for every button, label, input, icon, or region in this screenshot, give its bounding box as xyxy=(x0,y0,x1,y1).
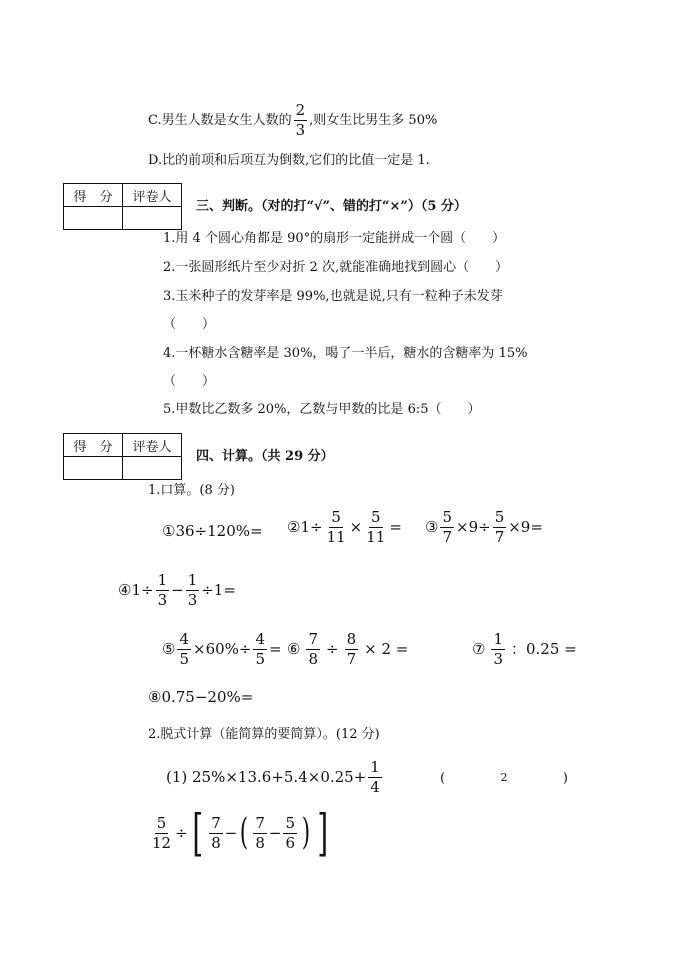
fraction: $\frac{5}{7}$ xyxy=(494,508,505,546)
score-cell[interactable] xyxy=(64,457,123,480)
fraction: $\frac{7}{8}$ xyxy=(308,630,318,668)
judge-item-4-paren: （ ） xyxy=(163,374,216,389)
calc-q1: ①36÷120%= xyxy=(162,522,263,540)
grader-cell[interactable] xyxy=(123,457,182,480)
calc-q8: ⑧0.75−20%= xyxy=(148,688,254,706)
option-c-suffix: ,则女生比男生多 50% xyxy=(309,113,438,128)
calc-q7: ⑦ $\frac{1}{3}$ ：0.25 = xyxy=(472,630,577,668)
calc-q6: ⑥ $\frac{7}{8}$ ÷ $\frac{8}{7}$ × 2 = xyxy=(287,630,409,668)
fraction: $\frac{4}{5}$ xyxy=(179,630,189,668)
fraction: $\frac{8}{7}$ xyxy=(346,630,357,668)
fraction: $\frac{4}{5}$ xyxy=(255,630,266,668)
fraction: $\frac{1}{3}$ xyxy=(187,571,198,609)
fraction: $\frac{1}{3}$ xyxy=(157,571,168,609)
calc-q4: ④1÷ $\frac{1}{3}$ − $\frac{1}{3}$ ÷1= xyxy=(118,571,236,609)
section-4-title: 四、计算。（共 29 分） xyxy=(196,449,334,464)
score-cell[interactable] xyxy=(64,207,123,230)
right-bracket: ] xyxy=(317,804,329,862)
judge-item-4: 4.一杯糖水含糖率是 30%，喝了一半后，糖水的含糖率为 15% xyxy=(163,346,528,361)
subsection-2-title: 2.脱式计算（能简算的要简算）。(12 分) xyxy=(148,727,380,742)
judge-item-2: 2.一张圆形纸片至少对折 2 次,就能准确地找到圆心（ ） xyxy=(163,260,509,275)
fraction: $\frac{5}{12}$ xyxy=(152,813,172,852)
fraction: $\frac{5}{11}$ xyxy=(326,508,346,546)
subsection-1-title: 1.口算。(8 分) xyxy=(148,483,235,498)
judge-item-5: 5.甲数比乙数多 20%，乙数与甲数的比是 6:5（ ） xyxy=(163,402,481,417)
expr-2-paren: ( 2 ) xyxy=(440,771,568,786)
right-paren: ) xyxy=(301,812,311,853)
calc-q5: ⑤ $\frac{4}{5}$ ×60%÷ $\frac{4}{5}$ = xyxy=(162,630,282,668)
grader-header: 评卷人 xyxy=(123,434,182,457)
section-3-title: 三、判断。（对的打“√”、错的打“×”）（5 分） xyxy=(196,199,467,214)
score-table xyxy=(63,433,182,480)
calc-q3: ③ $\frac{5}{7}$ ×9÷ $\frac{5}{7}$ ×9= xyxy=(425,508,543,546)
score-header: 得 分 xyxy=(64,184,123,207)
fraction: $\frac{2}{3}$ xyxy=(295,101,306,139)
option-d: D.比的前项和后项互为倒数,它们的比值一定是 1. xyxy=(148,153,430,168)
fraction: $\frac{7}{8}$ xyxy=(211,813,221,852)
left-paren: ( xyxy=(240,812,249,853)
fraction: $\frac{1}{4}$ xyxy=(370,758,380,796)
expr-3: $\frac{5}{12}$ ÷ [ $\frac{7}{8}$ − ( $\frac{7}{8}$ − $\frac{5}{6}$ ) ] xyxy=(152,804,329,862)
judge-item-3-paren: （ ） xyxy=(163,317,216,332)
expr-1: (1) 25%×13.6+5.4×0.25+ $\frac{1}{4}$ xyxy=(166,758,380,796)
fraction: $\frac{5}{6}$ xyxy=(285,813,296,852)
calc-q2: ②1÷ $\frac{5}{11}$ × $\frac{5}{11}$ = xyxy=(287,508,402,546)
judge-item-1: 1.用 4 个圆心角都是 90°的扇形一定能拼成一个圆（ ） xyxy=(163,231,506,246)
option-c-prefix: C.男生人数是女生人数的 xyxy=(148,113,292,128)
fraction: $\frac{7}{8}$ xyxy=(255,813,265,852)
score-header: 得 分 xyxy=(64,434,123,457)
fraction: $\frac{5}{11}$ xyxy=(366,508,386,546)
judge-item-3: 3.玉米种子的发芽率是 99%,也就是说,只有一粒种子未发芽 xyxy=(163,289,503,304)
fraction: $\frac{5}{7}$ xyxy=(442,508,452,546)
grader-cell[interactable] xyxy=(123,207,182,230)
score-table xyxy=(63,183,182,230)
left-bracket: [ xyxy=(192,804,203,862)
fraction: $\frac{1}{3}$ xyxy=(493,630,503,668)
option-c xyxy=(148,103,437,138)
grader-header: 评卷人 xyxy=(123,184,182,207)
